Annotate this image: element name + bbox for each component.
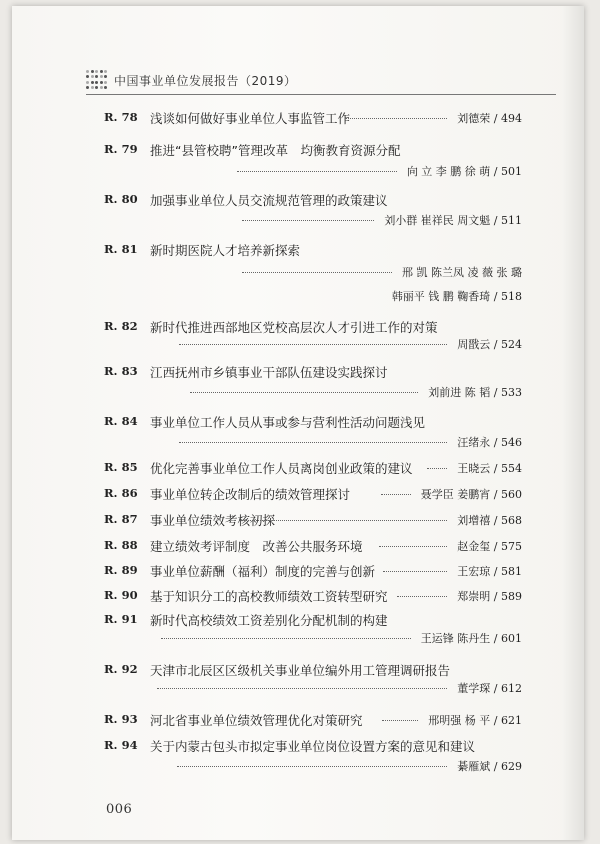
entry-number: R. 87: [104, 512, 138, 526]
entry-title[interactable]: 加强事业单位人员交流规范管理的政策建议: [150, 193, 388, 208]
entry-authors-page: [383, 563, 522, 579]
entry-authors-page: [157, 680, 522, 696]
leader-dots: [179, 343, 447, 345]
entry-authors-page: [242, 212, 522, 228]
entry-authors-page: [179, 434, 522, 450]
entry-number: R. 85: [104, 460, 138, 474]
entry-authors-page: [241, 512, 522, 528]
authors-text: 周戬云 / 524: [457, 338, 522, 351]
authors-text: 刘增禧 / 568: [457, 514, 522, 527]
authors-text: 向 立 李 鹏 徐 萌 / 501: [406, 165, 522, 178]
page-number: 006: [106, 802, 133, 817]
entry-title[interactable]: 新时期医院人才培养新探索: [150, 243, 301, 258]
entry-title[interactable]: 新时代推进西部地区党校高层次人才引进工作的对策: [150, 320, 438, 335]
entry-number: R. 94: [104, 738, 138, 752]
entry-number: R. 91: [104, 612, 138, 626]
leader-dots: [242, 219, 374, 221]
entry-title[interactable]: 基于知识分工的高校教师绩效工资转型研究: [150, 589, 388, 604]
authors-text: 刘德荣 / 494: [457, 112, 522, 125]
entry-authors-page: [179, 336, 522, 352]
entry-title[interactable]: 新时代高校绩效工资差别化分配机制的构建: [150, 613, 388, 628]
leader-dots: [345, 117, 447, 119]
entry-authors-page: [190, 384, 522, 400]
leader-dots: [241, 519, 447, 521]
authors-text: 赵金玺 / 575: [457, 540, 522, 553]
entry-title[interactable]: 浅谈如何做好事业单位人事监管工作: [150, 111, 351, 126]
entry-title[interactable]: 河北省事业单位绩效管理优化对策研究: [150, 713, 363, 728]
entry-number: R. 84: [104, 414, 138, 428]
entry-number: R. 79: [104, 142, 138, 156]
entry-number: R. 89: [104, 563, 138, 577]
authors-text: 王宏琼 / 581: [457, 565, 522, 578]
authors-text: 郑崇明 / 589: [457, 590, 522, 603]
entry-authors-page: [390, 288, 522, 304]
entry-title[interactable]: 江西抚州市乡镇事业干部队伍建设实践探讨: [150, 365, 388, 380]
entry-authors-page: [427, 460, 522, 476]
entry-title[interactable]: 事业单位工作人员从事或参与营利性活动问题浅见: [150, 415, 426, 430]
entry-number: R. 88: [104, 538, 138, 552]
entry-authors-page: [379, 538, 522, 554]
entry-authors-page: [381, 486, 522, 502]
entry-title[interactable]: 事业单位薪酬（福利）制度的完善与创新: [150, 564, 376, 579]
leader-dots: [427, 467, 447, 469]
entry-number: R. 83: [104, 364, 138, 378]
authors-text: 王运锋 陈丹生 / 601: [420, 632, 522, 645]
authors-text: 董学琛 / 612: [457, 682, 522, 695]
entry-authors-page: [345, 110, 522, 126]
authors-text: 刘前进 陈 韬 / 533: [428, 386, 522, 399]
authors-text: 王晓云 / 554: [457, 462, 522, 475]
book-page: [12, 6, 584, 840]
leader-dots: [237, 170, 397, 172]
entry-number: R. 86: [104, 486, 138, 500]
entry-title[interactable]: 推进“县管校聘”管理改革 均衡教育资源分配: [150, 143, 401, 158]
table-of-contents: [12, 6, 584, 840]
entry-title[interactable]: 关于内蒙古包头市拟定事业单位岗位设置方案的意见和建议: [150, 739, 476, 754]
authors-text: 韩丽平 钱 鹏 鞠香琦 / 518: [391, 290, 522, 303]
entry-number: R. 90: [104, 588, 138, 602]
entry-title[interactable]: 事业单位转企改制后的绩效管理探讨: [150, 487, 351, 502]
authors-text: 綦雁斌 / 629: [457, 760, 522, 773]
entry-number: R. 80: [104, 192, 138, 206]
leader-dots: [379, 545, 447, 547]
leader-dots: [383, 570, 447, 572]
authors-text: 汪绪永 / 546: [457, 436, 522, 449]
entry-title[interactable]: 建立绩效考评制度 改善公共服务环境: [150, 539, 363, 554]
leader-dots: [179, 441, 447, 443]
authors-text: 聂学臣 姜鹏宵 / 560: [420, 488, 522, 501]
entry-title[interactable]: 优化完善事业单位工作人员离岗创业政策的建议: [150, 461, 413, 476]
leader-dots: [382, 719, 418, 721]
entry-number: R. 81: [104, 242, 138, 256]
leader-dots: [242, 271, 392, 273]
authors-text: 邢 凯 陈兰凤 凌 薇 张 璐: [402, 266, 522, 279]
entry-authors-page: [397, 588, 522, 604]
entry-authors-page: [382, 712, 522, 728]
entry-title[interactable]: 事业单位绩效考核初探: [150, 513, 276, 528]
entry-number: R. 92: [104, 662, 138, 676]
entry-number: R. 78: [104, 110, 138, 124]
leader-dots: [397, 595, 447, 597]
leader-dots: [157, 687, 447, 689]
authors-text: 刘小群 崔祥民 周文魁 / 511: [384, 214, 522, 227]
header-title: 中国事业单位发展报告（2019）: [114, 73, 297, 88]
entry-title[interactable]: 天津市北辰区区级机关事业单位编外用工管理调研报告: [150, 663, 451, 678]
entry-authors-page: [242, 264, 522, 280]
leader-dots: [381, 493, 411, 495]
leader-dots: [190, 391, 418, 393]
leader-dots: [161, 637, 411, 639]
entry-authors-page: [177, 758, 522, 774]
authors-text: 邢明强 杨 平 / 621: [428, 714, 522, 727]
entry-number: R. 93: [104, 712, 138, 726]
entry-authors-page: [237, 163, 522, 179]
entry-number: R. 82: [104, 319, 138, 333]
entry-authors-page: [161, 630, 522, 646]
leader-dots: [177, 765, 447, 767]
